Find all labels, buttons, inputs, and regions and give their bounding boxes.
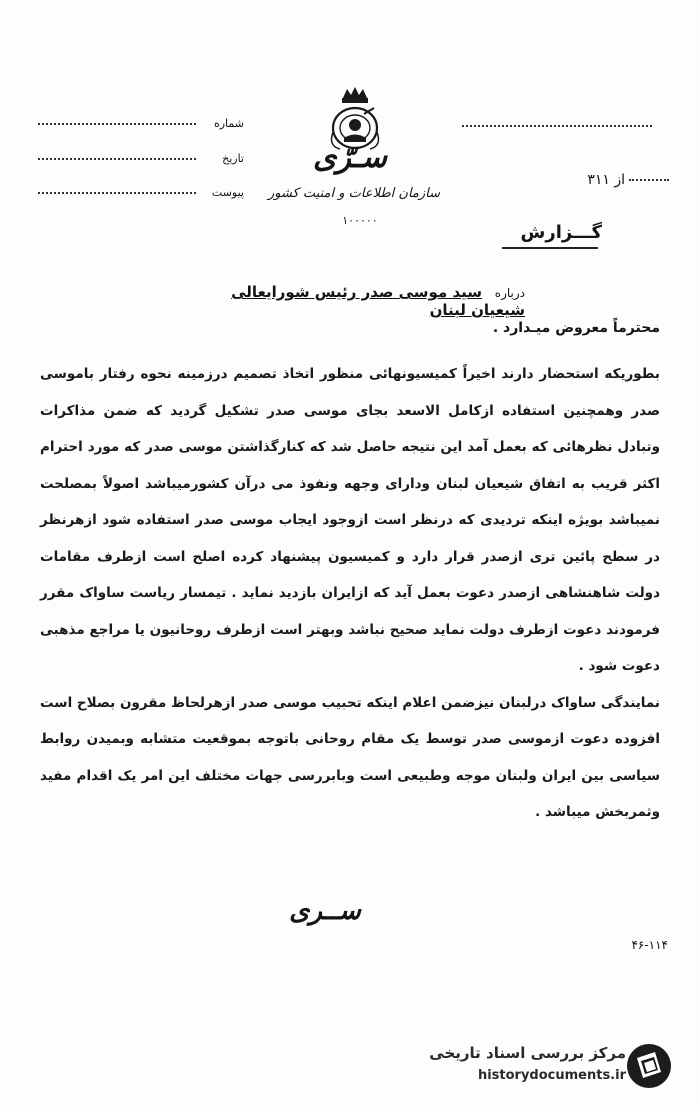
- subject-text: سید موسی صدر رئیس شورایعالی شیعیان لبنان: [231, 283, 525, 319]
- organization-name: سازمان اطلاعات و امنیت کشور: [267, 186, 441, 201]
- attachment-field: [38, 177, 244, 199]
- archive-logo-icon: [625, 1042, 673, 1090]
- report-underline: [502, 247, 598, 249]
- attachment-label: پیوست: [211, 186, 244, 199]
- department-code: ۱۰۰۰۰۰: [342, 214, 378, 227]
- document-number: ۴۶-۱۱۴: [631, 938, 668, 952]
- number-label: شماره: [213, 117, 244, 130]
- body-paragraph-2: نمایندگی ساواک درلبنان نیزضمن اعلام اینکه تحبیب موسی صدر ازهرلحاظ مقرون بصلاح است افزوده دعوت ازموسی صدر توسط یک مقام روحانی باتوجه بموقعیت متشابه وبمیدن روابط سیاسی بین ایران ولبنان موجه وطبیعی است وبابررسی جهات مختلف این امر یک اقدام مفید وثمربخش میباشد .: [40, 694, 660, 820]
- reference-number: [545, 172, 669, 188]
- reference-number-text: از ۳۱۱: [587, 172, 625, 188]
- watermark-title: مرکز بررسی اسناد تاریخی: [429, 1044, 626, 1062]
- signature: ســری: [289, 896, 361, 926]
- body-paragraph-1: بطوریکه استحضار دارند اخیراً کمیسیونهائی منظور اتخاذ تصمیم درزمینه نحوه رفتار باموسی صدر وهمچنین استفاده ازکامل الاسعد بجای موسی صدر تشکیل گردید که ضمن مذاکرات وتبادل نظرهائی که بعمل آمد این نتیجه حاصل شد که کنارگذاشتن موسی صدر که مورد احترام اکثر قریب به اتفاق شیعیان لبنان ودارای وجهه ونفوذ می درآن کشورمیباشد اصولاً بمصلحت نمیباشد بویژه اینکه تردیدی که درنظر است ازوجود ایجاب موسی صدر استفاده شود ازهرنظر در سطح پائین تری ازصدر قرار دارد و کمیسیون پیشنهاد کرده اصلح است ازطرف مقامات دولت شاهنشاهی ازصدر دعوت بعمل آید که ازایران بازدید نماید . تیمسار ریاست ساواک مقرر فرمودند دعوت ازطرف دولت نماید صحیح نباشد وبهتر است ازطرف روحانیون یا مراجع مذهبی دعوت شود .: [40, 366, 660, 674]
- secret-stamp: سـرّی: [313, 140, 387, 175]
- date-label: تاریخ: [222, 152, 244, 165]
- number-field: [38, 108, 244, 130]
- salutation: محترماً معروض میـدارد .: [492, 320, 660, 336]
- watermark-url[interactable]: historydocuments.ir: [477, 1068, 626, 1083]
- report-heading: گـــزارش: [520, 222, 602, 243]
- subject-prefix: درباره: [494, 286, 525, 300]
- reference-dotted-line: [462, 123, 652, 127]
- date-field: [38, 143, 244, 165]
- subject-line: [180, 283, 525, 319]
- document-body: [40, 356, 660, 831]
